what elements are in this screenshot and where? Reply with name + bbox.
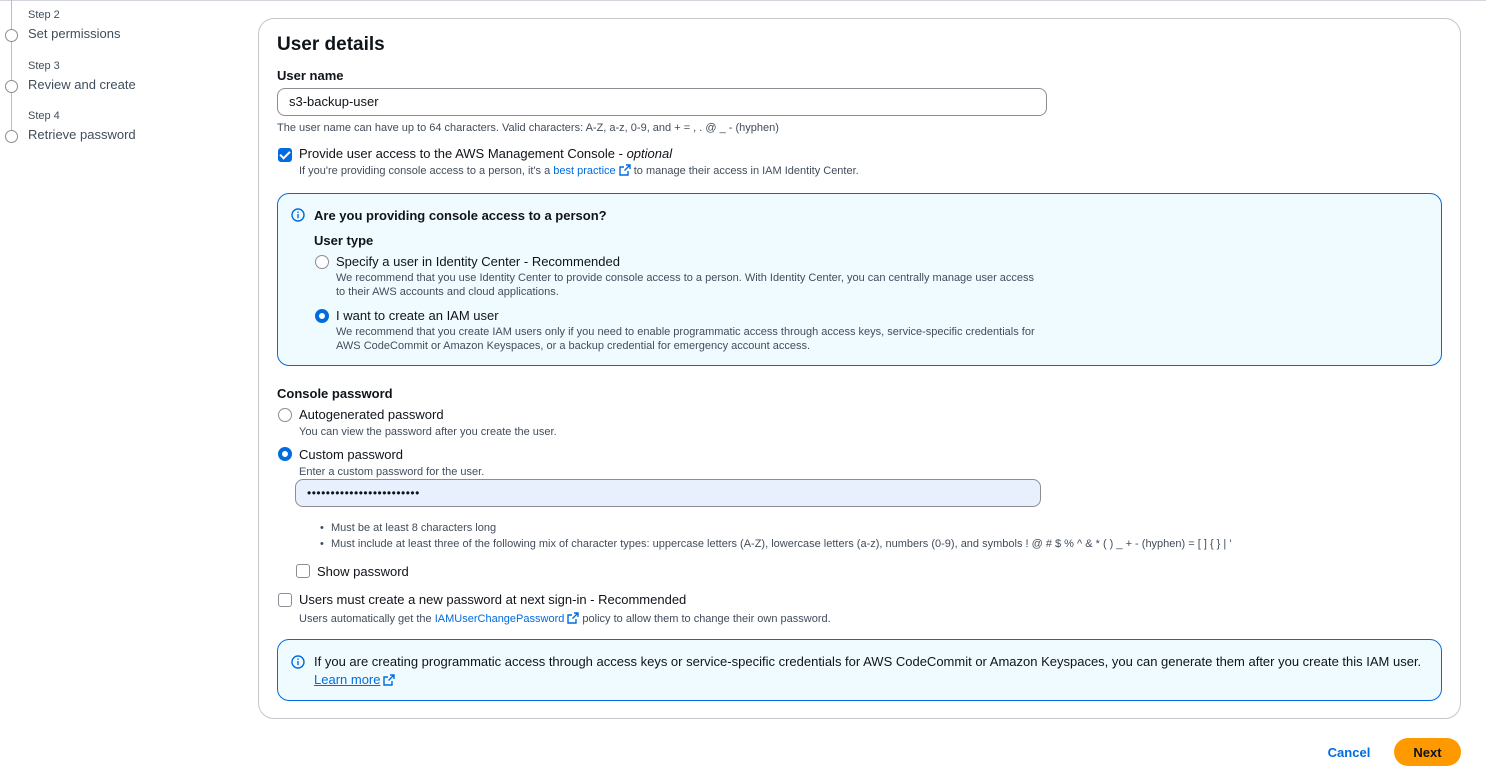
require-reset-checkbox[interactable] <box>278 593 292 607</box>
show-password-checkbox[interactable] <box>296 564 310 578</box>
best-practice-link[interactable]: best practice <box>553 165 616 177</box>
console-access-label-text: Provide user access to the AWS Management Console - <box>299 146 627 161</box>
show-password-label[interactable]: Show password <box>317 564 409 579</box>
learn-more[interactable] <box>314 672 395 687</box>
console-password-label: Console password <box>277 386 393 401</box>
user-details-panel <box>258 18 1461 719</box>
external-link-icon <box>383 674 395 686</box>
cancel-button[interactable]: Cancel <box>1320 743 1378 761</box>
user-name-hint: The user name can have up to 64 characters. Valid characters: A-Z, a-z, 0-9, and + = , . @ _ - (hyphen) <box>277 122 779 134</box>
programmatic-access-text: If you are creating programmatic access through access keys or service-specific credentials for AWS CodeCommit or Amazon Keyspaces, you can generate them after you create this IAM user. <box>314 654 1422 669</box>
step-number: Step 3 <box>28 60 60 72</box>
step-circle-icon <box>5 130 18 143</box>
autogenerated-password-label[interactable]: Autogenerated password <box>299 407 444 422</box>
custom-password-label[interactable]: Custom password <box>299 447 404 462</box>
console-access-hint-post: to manage their access in IAM Identity Center. <box>630 165 859 177</box>
password-rule: • Must include at least three of the following mix of character types: uppercase letters (A-Z), lowercase letters (a-z), numbers (0-9), and symbols ! @ # $ % ^ & * ( ) _ + - (hyphen) = [ ] { } | ' <box>317 537 1317 553</box>
require-reset-desc <box>299 612 831 626</box>
step-circle-icon <box>5 80 18 93</box>
external-link-icon <box>619 164 631 176</box>
iam-user-option-desc-1: We recommend that you create IAM users only if you need to enable programmatic access through access keys, service-specific credentials for <box>336 326 1035 338</box>
iam-user-option-label[interactable]: I want to create an IAM user <box>336 308 499 323</box>
console-access-hint-pre: If you're providing console access to a person, it's a <box>299 165 554 177</box>
identity-center-radio[interactable] <box>315 255 329 269</box>
step-number: Step 2 <box>28 9 60 21</box>
console-access-checkbox[interactable] <box>278 148 292 162</box>
password-rule: • Must be at least 8 characters long <box>317 521 1317 537</box>
require-reset-desc-post: policy to allow them to change their own password. <box>579 613 831 625</box>
iam-user-change-password-link[interactable]: IAMUserChangePassword <box>434 613 565 625</box>
steps-rail <box>11 0 12 130</box>
panel-heading: User details <box>277 34 385 55</box>
identity-center-option-desc-2: to their AWS accounts and cloud applications. <box>336 286 559 298</box>
next-button[interactable]: Next <box>1394 738 1461 766</box>
password-requirements-list <box>317 521 1317 552</box>
external-link-icon <box>567 612 579 624</box>
step-title: Set permissions <box>28 26 121 41</box>
step-title: Review and create <box>28 77 136 92</box>
console-access-person-info-box <box>277 193 1442 366</box>
custom-password-radio[interactable] <box>278 447 292 461</box>
autogenerated-password-desc: You can view the password after you create the user. <box>299 426 557 438</box>
console-access-hint <box>299 164 859 178</box>
person-info-title: Are you providing console access to a person? <box>314 208 607 223</box>
info-icon <box>291 655 305 669</box>
user-type-label: User type <box>314 233 374 248</box>
identity-center-option-desc-1: We recommend that you use Identity Center to provide console access to a person. With Identity Center, you can centrally manage user access <box>336 272 1035 284</box>
iam-user-option-desc-2: AWS CodeCommit or Amazon Keyspaces, or a backup credential for emergency account access. <box>336 340 811 352</box>
console-access-label[interactable] <box>299 146 672 161</box>
custom-password-desc: Enter a custom password for the user. <box>299 466 485 478</box>
identity-center-option-label[interactable]: Specify a user in Identity Center - Recommended <box>336 254 620 269</box>
learn-more-link[interactable]: Learn more <box>314 672 381 687</box>
iam-user-radio[interactable] <box>315 309 329 323</box>
user-name-label: User name <box>277 68 344 83</box>
step-number: Step 4 <box>28 110 60 122</box>
require-reset-desc-pre: Users automatically get the <box>299 613 435 625</box>
custom-password-input[interactable]: •••••••••••••••••••••••• <box>295 479 1041 507</box>
require-reset-label[interactable]: Users must create a new password at next sign-in - Recommended <box>299 592 687 607</box>
programmatic-access-info-box <box>277 639 1442 701</box>
user-name-input[interactable]: s3-backup-user <box>277 88 1047 116</box>
info-icon <box>291 208 305 222</box>
step-title: Retrieve password <box>28 127 136 142</box>
console-access-optional: optional <box>626 146 673 161</box>
step-circle-icon <box>5 29 18 42</box>
autogenerated-password-radio[interactable] <box>278 408 292 422</box>
wizard-steps <box>0 0 240 160</box>
